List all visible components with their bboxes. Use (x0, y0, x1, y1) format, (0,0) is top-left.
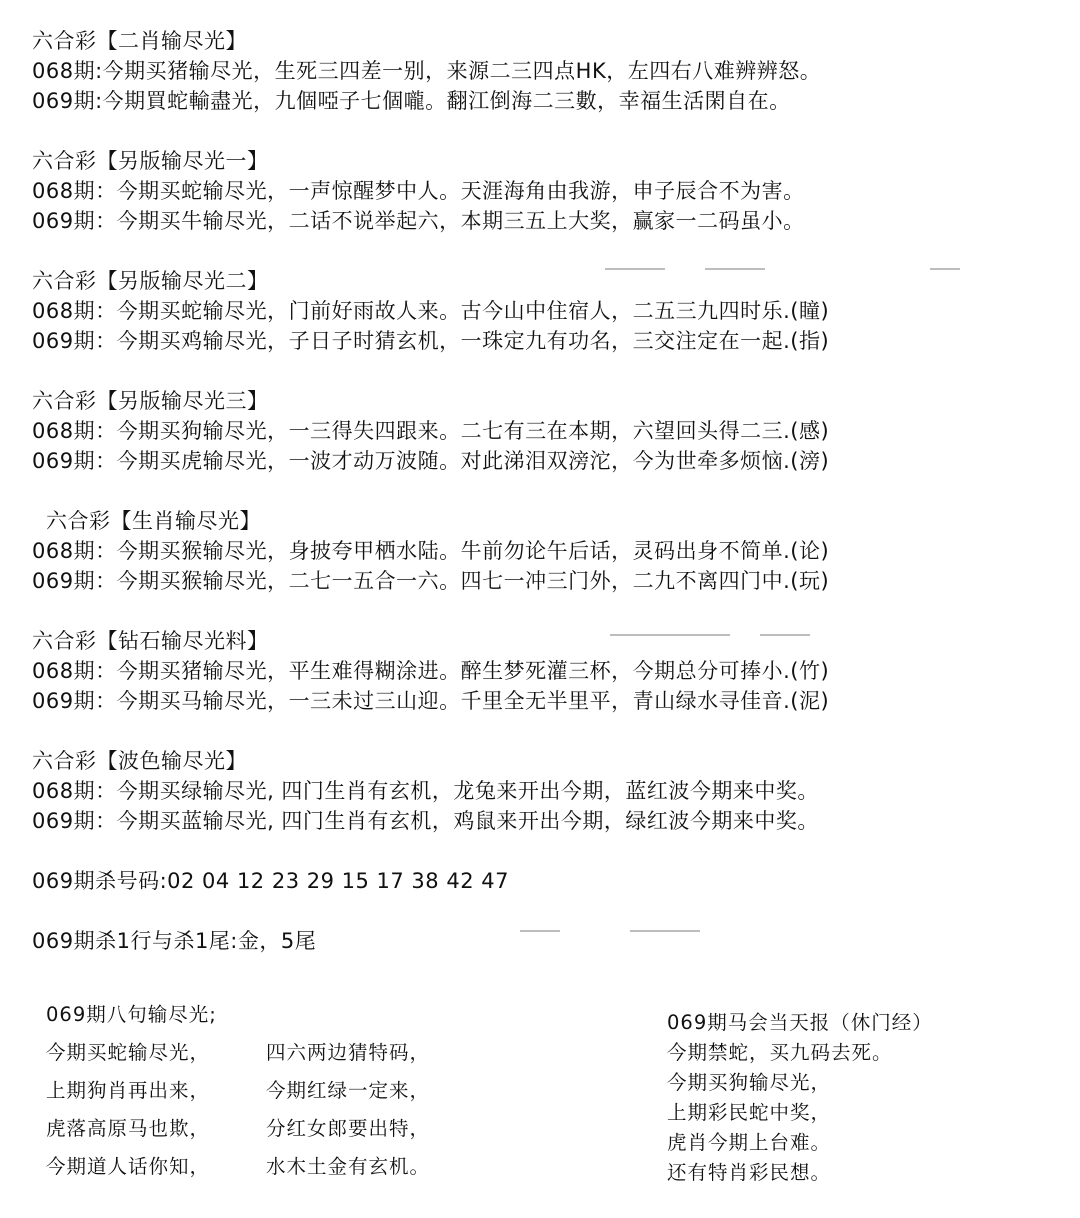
poem-left-row-3-a: 虎落高原马也欺， (46, 1117, 211, 1140)
section-5-line-068: 068期：今期买猴输尽光，身披夸甲栖水陆。牛前勿论午后话，灵码出身不简单.(论) (32, 539, 830, 563)
section-3-line-069: 069期：今期买鸡输尽光，子日子时猜玄机，一珠定九有功名，三交注定在一起.(指) (32, 329, 830, 353)
poem-right-line-1: 今期禁蛇，买九码去死。 (667, 1041, 893, 1064)
section-6-line-069: 069期：今期买马输尽光，一三未过三山迎。千里全无半里平，青山绿水寻佳音.(泥) (32, 689, 830, 713)
poem-right-line-4: 虎肖今期上台难。 (667, 1131, 832, 1154)
poem-left-title: 069期八句输尽光; (46, 1003, 217, 1026)
section-4-line-069: 069期：今期买虎输尽光，一波才动万波随。对此涕泪双滂沱，今为世牵多烦恼.(滂) (32, 449, 830, 473)
poem-right-title: 069期马会当天报（休门经） (667, 1011, 933, 1034)
scan-artifact (630, 930, 700, 932)
section-4-line-068: 068期：今期买狗输尽光，一三得失四跟来。二七有三在本期，六望回头得二三.(感) (32, 419, 830, 443)
scan-artifact (930, 268, 960, 270)
scan-artifact (705, 268, 765, 270)
poem-left-row-1-a: 今期买蛇输尽光， (46, 1041, 211, 1064)
scan-artifact (605, 268, 665, 270)
section-1-line-069: 069期:今期買蛇輸盡光，九個啞子七個嚨。翻江倒海二三數，幸福生活閑自在。 (32, 89, 791, 113)
section-3-line-068: 068期：今期买蛇输尽光，门前好雨故人来。古今山中住宿人，二五三九四时乐.(瞳) (32, 299, 830, 323)
scan-artifact (610, 634, 730, 636)
section-title-1: 六合彩【二肖输尽光】 (32, 29, 247, 53)
poem-left-row-3 (46, 1114, 431, 1144)
section-title-2: 六合彩【另版输尽光一】 (32, 149, 269, 173)
poem-left-row-4-a: 今期道人话你知， (46, 1155, 211, 1178)
kill-element-line: 069期杀1行与杀1尾:金，5尾 (32, 929, 317, 953)
section-7-line-068: 068期：今期买绿输尽光, 四门生肖有玄机，龙兔来开出今期，蓝红波今期来中奖。 (32, 779, 819, 803)
scan-artifact (520, 930, 560, 932)
section-7-line-069: 069期：今期买蓝输尽光, 四门生肖有玄机，鸡鼠来开出今期，绿红波今期来中奖。 (32, 809, 819, 833)
section-2-line-068: 068期：今期买蛇输尽光，一声惊醒梦中人。天涯海角由我游，申子辰合不为害。 (32, 179, 805, 203)
poem-left-row-1 (46, 1038, 431, 1068)
section-5-line-069: 069期：今期买猴输尽光，二七一五合一六。四七一冲三门外，二九不离四门中.(玩) (32, 569, 830, 593)
scan-artifact (760, 634, 810, 636)
section-title-3: 六合彩【另版输尽光二】 (32, 269, 269, 293)
poem-left-row-1-b: 四六两边猜特码， (266, 1041, 431, 1064)
poem-left-row-2-a: 上期狗肖再出来， (46, 1079, 211, 1102)
poem-left-row-3-b: 分红女郎要出特， (266, 1117, 431, 1140)
section-title-6: 六合彩【钻石输尽光料】 (32, 629, 269, 653)
poem-left-row-4 (46, 1152, 431, 1182)
poem-right-line-5: 还有特肖彩民想。 (667, 1161, 832, 1184)
section-title-5: 六合彩【生肖输尽光】 (46, 509, 261, 533)
section-title-7: 六合彩【波色输尽光】 (32, 749, 247, 773)
section-6-line-068: 068期：今期买猪输尽光，平生难得糊涂进。醉生梦死灌三杯，今期总分可捧小.(竹) (32, 659, 830, 683)
section-title-4: 六合彩【另版输尽光三】 (32, 389, 269, 413)
poem-left-row-4-b: 水木土金有玄机。 (266, 1155, 431, 1178)
poem-left-row-2 (46, 1076, 431, 1106)
poem-right-line-3: 上期彩民蛇中奖， (667, 1101, 832, 1124)
poem-left-row-2-b: 今期红绿一定来， (266, 1079, 431, 1102)
kill-numbers-line: 069期杀号码:02 04 12 23 29 15 17 38 42 47 (32, 869, 509, 893)
section-1-line-068: 068期:今期买猪输尽光，生死三四差一别，来源二三四点HK，左四右八难辨辨怒。 (32, 59, 822, 83)
poem-right-line-2: 今期买狗输尽光， (667, 1071, 832, 1094)
section-2-line-069: 069期：今期买牛输尽光，二话不说举起六，本期三五上大奖，赢家一二码虽小。 (32, 209, 805, 233)
